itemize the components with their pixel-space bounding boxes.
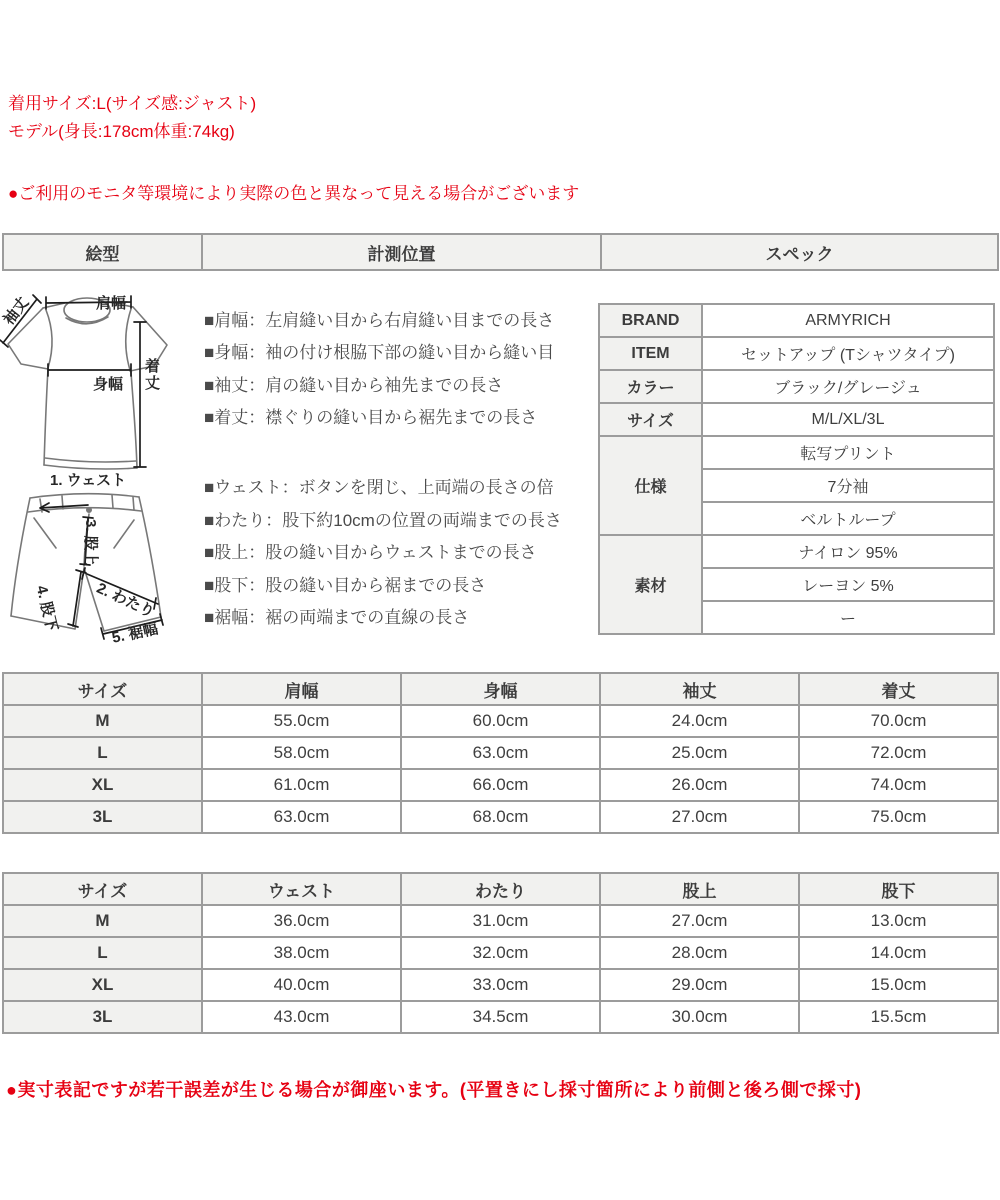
size-cell: M <box>3 905 202 937</box>
value-cell: 32.0cm <box>401 937 600 969</box>
column-header: ウェスト <box>202 873 401 905</box>
value-cell: 13.0cm <box>799 905 998 937</box>
spec-value-color: ブラック/グレージュ <box>702 370 994 403</box>
value-cell: 68.0cm <box>401 801 600 833</box>
column-header: 肩幅 <box>202 673 401 705</box>
note-waist: ■ウェスト：ボタンを閉じ、上両端の長さの倍 <box>204 478 554 497</box>
size-cell: XL <box>3 769 202 801</box>
note-thigh: ■わたり：股下約10cmの位置の両端までの長さ <box>204 510 562 530</box>
table-row <box>599 403 994 436</box>
spec-value-feature: 転写プリント <box>702 436 994 469</box>
table-row <box>599 370 994 403</box>
measurement-notes-tops <box>204 305 602 434</box>
model-spec-text: モデル(身長:178cm体重:74kg) <box>8 122 235 141</box>
value-cell: 30.0cm <box>600 1001 799 1033</box>
spec-value-brand: ARMYRICH <box>702 304 994 337</box>
spec-label-size: サイズ <box>599 403 702 436</box>
note-chest: ■身幅：袖の付け根脇下部の縫い目から縫い目 <box>204 343 555 363</box>
value-cell: 74.0cm <box>799 769 998 801</box>
size-table-tops <box>2 672 999 834</box>
size-cell: L <box>3 737 202 769</box>
column-header: サイズ <box>3 873 202 905</box>
spec-value-material: レーヨン 5% <box>702 568 994 601</box>
spec-value-material: ナイロン 95% <box>702 535 994 568</box>
label-rise: 3. 股上 <box>82 519 99 566</box>
note-shoulder: ■肩幅：左肩縫い目から右肩縫い目までの長さ <box>204 311 555 330</box>
value-cell: 15.5cm <box>799 1001 998 1033</box>
spec-label-brand: BRAND <box>599 304 702 337</box>
label-sleeve-length: 袖丈 <box>0 294 33 329</box>
table-row <box>3 969 998 1001</box>
size-cell: 3L <box>3 801 202 833</box>
value-cell: 14.0cm <box>799 937 998 969</box>
spec-label-material: 素材 <box>599 535 702 634</box>
table-row <box>3 737 998 769</box>
value-cell: 72.0cm <box>799 737 998 769</box>
value-cell: 26.0cm <box>600 769 799 801</box>
table-row <box>3 1001 998 1033</box>
spec-value-size: M/L/XL/3L <box>702 403 994 436</box>
value-cell: 29.0cm <box>600 969 799 1001</box>
label-body-length: 着丈 <box>143 358 160 392</box>
size-cell: XL <box>3 969 202 1001</box>
note-length: ■着丈：襟ぐりの縫い目から裾先までの長さ <box>204 407 538 427</box>
value-cell: 58.0cm <box>202 737 401 769</box>
note-sleeve: ■袖丈：肩の縫い目から袖先までの長さ <box>204 375 504 395</box>
size-table-bottoms <box>2 872 999 1034</box>
label-thigh-width: 2. わたり <box>93 579 158 622</box>
value-cell: 40.0cm <box>202 969 401 1001</box>
value-cell: 15.0cm <box>799 969 998 1001</box>
size-cell: L <box>3 937 202 969</box>
spec-table <box>598 303 995 635</box>
size-cell: 3L <box>3 1001 202 1033</box>
column-header: 袖丈 <box>600 673 799 705</box>
column-header: 股下 <box>799 873 998 905</box>
spec-value-feature: 7分袖 <box>702 469 994 502</box>
label-hem-width: 5. 裾幅 <box>110 620 160 647</box>
column-header: 着丈 <box>799 673 998 705</box>
header-cell-spec: スペック <box>601 234 998 270</box>
label-shoulder-width: 肩幅 <box>96 295 127 312</box>
table-row <box>3 801 998 833</box>
table-row <box>3 937 998 969</box>
value-cell: 28.0cm <box>600 937 799 969</box>
label-inseam: 4. 股下 <box>32 583 61 634</box>
table-row <box>599 535 994 568</box>
value-cell: 27.0cm <box>600 905 799 937</box>
value-cell: 25.0cm <box>600 737 799 769</box>
section-header-table <box>2 233 999 271</box>
value-cell: 70.0cm <box>799 705 998 737</box>
value-cell: 36.0cm <box>202 905 401 937</box>
value-cell: 31.0cm <box>401 905 600 937</box>
value-cell: 33.0cm <box>401 969 600 1001</box>
table-row <box>3 769 998 801</box>
table-row <box>599 337 994 370</box>
value-cell: 63.0cm <box>401 737 600 769</box>
note-hem: ■裾幅：裾の両端までの直線の長さ <box>204 608 470 627</box>
header-cell-measure-position: 計測位置 <box>202 234 601 270</box>
label-chest-width: 身幅 <box>93 376 124 393</box>
model-info <box>8 90 256 146</box>
value-cell: 61.0cm <box>202 769 401 801</box>
measurement-disclaimer: ●実寸表記ですが若干誤差が生じる場合が御座います。(平置きにし採寸箇所により前側と後ろ側で採寸) <box>6 1080 862 1100</box>
value-cell: 24.0cm <box>600 705 799 737</box>
spec-label-item: ITEM <box>599 337 702 370</box>
spec-value-material: ー <box>702 601 994 634</box>
value-cell: 43.0cm <box>202 1001 401 1033</box>
column-header: 身幅 <box>401 673 600 705</box>
measurement-notes-bottoms <box>204 472 602 635</box>
table-row <box>3 905 998 937</box>
table-row <box>3 705 998 737</box>
garment-measurement-diagram <box>0 288 202 663</box>
monitor-color-notice: ●ご利用のモニタ等環境により実際の色と異なって見える場合がございます <box>8 184 580 203</box>
note-rise: ■股上：股の縫い目からウェストまでの長さ <box>204 543 537 562</box>
column-header: 股上 <box>600 873 799 905</box>
column-header: わたり <box>401 873 600 905</box>
value-cell: 38.0cm <box>202 937 401 969</box>
value-cell: 55.0cm <box>202 705 401 737</box>
table-header-row <box>3 673 998 705</box>
spec-label-features: 仕様 <box>599 436 702 535</box>
value-cell: 27.0cm <box>600 801 799 833</box>
value-cell: 75.0cm <box>799 801 998 833</box>
table-row <box>599 304 994 337</box>
label-waist: 1. ウェスト <box>50 472 127 489</box>
table-header-row <box>3 873 998 905</box>
note-inseam: ■股下：股の縫い目から裾までの長さ <box>204 575 487 595</box>
value-cell: 34.5cm <box>401 1001 600 1033</box>
spec-value-feature: ベルトループ <box>702 502 994 535</box>
table-row <box>3 234 998 270</box>
value-cell: 66.0cm <box>401 769 600 801</box>
value-cell: 60.0cm <box>401 705 600 737</box>
worn-size-text: 着用サイズ:L(サイズ感:ジャスト) <box>8 94 257 113</box>
spec-label-color: カラー <box>599 370 702 403</box>
spec-value-item: セットアップ (Tシャツタイプ) <box>702 337 994 370</box>
value-cell: 63.0cm <box>202 801 401 833</box>
size-cell: M <box>3 705 202 737</box>
table-row <box>599 436 994 469</box>
header-cell-drawing: 絵型 <box>3 234 202 270</box>
column-header: サイズ <box>3 673 202 705</box>
